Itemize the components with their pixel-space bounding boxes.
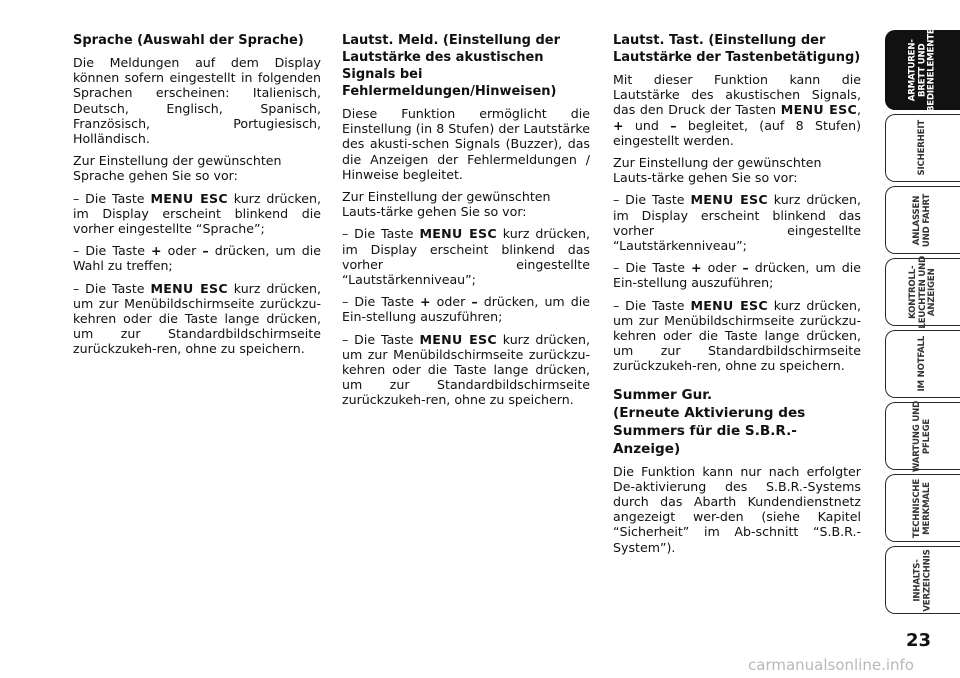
step-3: – Die Taste MENU ESC kurz drücken, um zur Menübildschirmseite zurückzu-kehren oder die Taste lange drücken, um zur Standardbildschirmseite zurückzukeh-ren, ohne zu speichern. (73, 280, 321, 357)
paragraph: Zur Einstellung der gewünschten Lauts-tärke gehen Sie so vor: (613, 155, 822, 186)
tab-anlassen-und-fahrt[interactable]: ANLASSEN UND FAHRT (885, 186, 960, 254)
key-label: MENU ESC (419, 331, 497, 347)
paragraph: Diese Funktion ermöglicht die Einstellung (in 8 Stufen) der Lautstärke des akusti-schen Signals (Buzzer), das die Anzeigen der Fehlermeldungen / Hinweise begleitet. (342, 106, 590, 182)
step-2: – Die Taste + oder – drücken, um die Ein-stellung auszuführen; (342, 294, 591, 325)
section-heading-lautst-meld: Lautst. Meld. (Einstellung der Lautstärke des akustischen Signals bei Fehlermeldungen/Hinweisen) (342, 33, 561, 99)
chapter-tabs (885, 30, 960, 618)
step-3: – Die Taste MENU ESC kurz drücken, um zur Menübildschirmseite zurückzu-kehren oder die Taste lange drücken, um zur Standardbildschirmseite zurückzukeh-ren, ohne zu speichern. (613, 297, 861, 374)
step-3: – Die Taste MENU ESC kurz drücken, um zur Menübildschirmseite zurückzu-kehren oder die Taste lange drücken, um zur Standardbildschirmseite zurückzukeh-ren, ohne zu speichern. (342, 331, 590, 408)
key-label: MENU ESC (419, 226, 497, 242)
column-sprache (73, 32, 321, 364)
key-label: MENU ESC (690, 192, 768, 208)
step-1: – Die Taste MENU ESC kurz drücken, im Display erscheint blinkend das vorher eingestellte “Lautstärkenniveau”; (613, 192, 861, 254)
tab-technische-merkmale[interactable]: TECHNISCHE MERKMALE (885, 474, 960, 542)
step-2: – Die Taste + oder – drücken, um die Wahl zu treffen; (73, 243, 322, 274)
key-label: MENU ESC (150, 190, 228, 206)
step-1: – Die Taste MENU ESC kurz drücken, im Display erscheint blinkend das vorher eingestellte “Lautstärkenniveau”; (342, 226, 590, 288)
tab-inhaltsverzeichnis[interactable]: INHALTS- VERZEICHNIS (885, 546, 960, 614)
paragraph: Mit dieser Funktion kann die Lautstärke des akustischen Signals, das den Druck der Tasten MENU ESC, + und – begleitet, (auf 8 Stufen) eingestellt werden. (613, 72, 862, 148)
paragraph: Die Meldungen auf dem Display können sofern eingestellt in folgenden Sprachen erscheinen: Italienisch, Deutsch, Englisch, Spanisch, Französisch, Portugiesisch, Holländisch. (73, 55, 321, 147)
tab-sicherheit[interactable]: SICHERHEIT (885, 114, 960, 182)
tab-kontrollleuchten[interactable]: KONTROLL- LEUCHTEN UND ANZEIGEN (885, 258, 960, 326)
page-number: 23 (906, 630, 932, 651)
section-heading-summer-gur: Summer Gur. (Erneute Aktivierung des Summers für die S.B.R.-Anzeige) (613, 386, 806, 457)
section-heading-sprache: Sprache (Auswahl der Sprache) (73, 33, 304, 48)
paragraph: Zur Einstellung der gewünschten Lauts-tärke gehen Sie so vor: (342, 189, 551, 220)
key-label: MENU ESC (780, 102, 857, 118)
tab-im-notfall[interactable]: IM NOTFALL (885, 330, 960, 398)
key-label: MENU ESC (150, 280, 228, 296)
key-label: MENU ESC (690, 297, 768, 313)
watermark: carmanualsonline.info (748, 656, 914, 674)
paragraph: Zur Einstellung der gewünschten Sprache gehen Sie so vor: (73, 153, 282, 184)
section-heading-lautst-tast: Lautst. Tast. (Einstellung der Lautstärke der Tastenbetätigung) (613, 33, 861, 65)
tab-wartung-und-pflege[interactable]: WARTUNG UND PFLEGE (885, 402, 960, 470)
tab-armaturenbrett[interactable]: ARMATUREN- BRETT UND BEDIENELEMENTE (885, 30, 960, 110)
column-lautst-meld (342, 32, 590, 415)
step-1: – Die Taste MENU ESC kurz drücken, im Display erscheint blinkend die vorher eingestellte “Sprache”; (73, 190, 321, 237)
column-lautst-tast (613, 32, 861, 562)
paragraph: Die Funktion kann nur nach erfolgter De-aktivierung des S.B.R.-Systems durch das Abarth Kundendienstnetz angezeigt wer-den (siehe Kapitel “Sicherheit” im Ab-schnitt “S.B.R.-System”). (613, 463, 861, 555)
step-2: – Die Taste + oder – drücken, um die Ein-stellung auszuführen; (613, 260, 862, 291)
